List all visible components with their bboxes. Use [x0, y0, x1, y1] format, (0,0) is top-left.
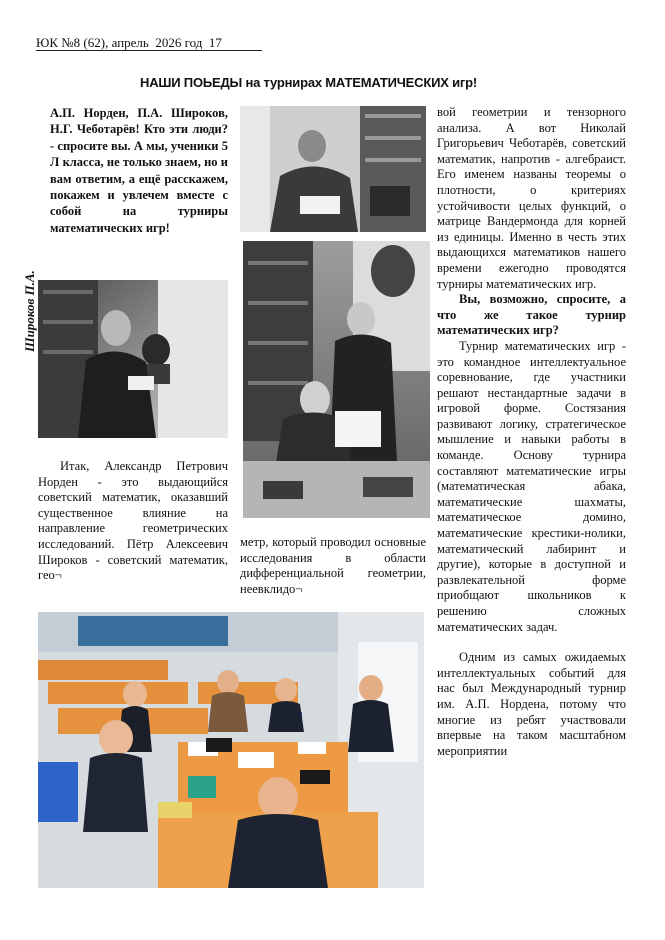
- col3-question: Вы, возможно, спросите, а что же такое турнир математических игр?: [437, 292, 626, 338]
- lead-paragraph: А.П. Норден, П.А. Широков, Н.Г. Чеботарёв! Кто эти люди? - спросите вы. А мы, ученики 5 Л класса, не только знаем, но и вам ответим, а ещё расскажем, покажем и увлечем вместе с собой на турниры математических игр!: [50, 106, 228, 235]
- col3-paragraph-1: вой геометрии и тензорного анализа. А вот Николай Григорьевич Чеботарёв, советский математик, напротив - алгебраист. Его именем названы теоремы о плотности, о критериях устойчивости целых функций, о матрице Вандермонда для корней из единицы. Именно в честь этих выдающихся математиков нашего времени ежегодно проводятся турниры математических игр.: [437, 105, 626, 291]
- page-number: 17: [205, 35, 222, 50]
- photo-mathematicians-office: [243, 241, 430, 518]
- col3: [437, 105, 626, 759]
- issue-header: [36, 35, 222, 51]
- col2-body: метр, который проводил основные исследования в области дифференциальной геометрии, неевклидо¬: [240, 535, 426, 596]
- col3-paragraph-3: Одним из самых ожидаемых интеллектуальных событий для нас был Международный турнир им. А.П. Нордена, потому что многие из ребят участвовали впервые на таком масштабном мероприятии: [437, 650, 626, 758]
- photo-students-tournament: [38, 612, 424, 888]
- photo-shirokov: [38, 280, 228, 438]
- photo-caption-shirokov: Широков П.А.: [22, 270, 37, 352]
- article-title: НАШИ ПОЬЕДЫ на турнирах МАТЕМАТИЧЕСКИХ игр!: [140, 75, 477, 90]
- header-underline: [36, 50, 262, 51]
- issue-info: ЮК №8 (62), апрель 2026 год: [36, 35, 206, 50]
- photo-mathematician-desk: [240, 106, 426, 232]
- col3-paragraph-2: Турнир математических игр - это командное интеллектуальное соревнование, где участники решают нестандартные задачи в игровой форме. Состязания развивают логику, стратегическое мышление и навыки работы в команде. Основу турнира составляют математические игры (математическая абака, математические шахматы, математическое домино, математические крестики-нолики, математический лабиринт и другие), которые в доступной и развлекательной форме приобщают школьников к решению сложных математических задач.: [437, 338, 626, 634]
- col1-body: Итак, Александр Петрович Норден - это выдающийся советский математик, оказавший существенное влияние на направление геометрических исследований. Пётр Алексеевич Широков - советский математик, гео¬: [38, 459, 228, 583]
